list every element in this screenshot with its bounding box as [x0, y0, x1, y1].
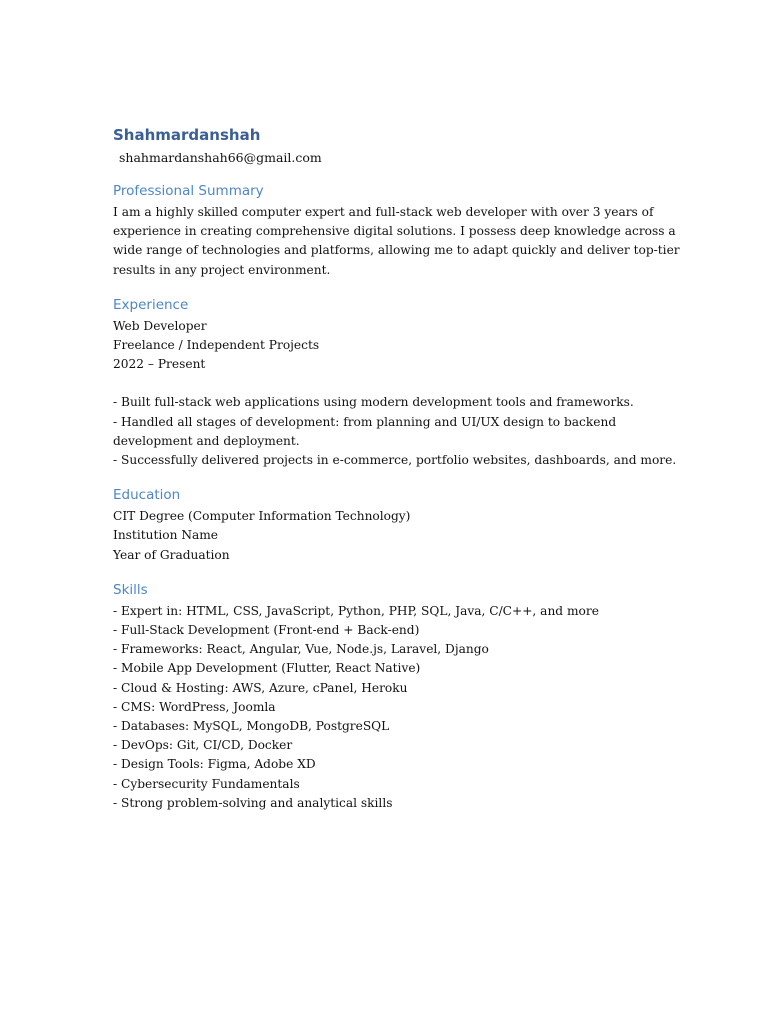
summary-paragraph: [113, 203, 680, 280]
summary-heading: Professional Summary: [113, 183, 264, 199]
summary-line: experience in creating comprehensive digital solutions. I possess deep knowledge across a: [113, 224, 676, 239]
experience-bullet: - Built full-stack web applications using modern development tools and frameworks.: [113, 395, 634, 410]
education-institution: Institution Name: [113, 528, 219, 543]
experience-heading: Experience: [113, 296, 189, 313]
experience-bullets: [113, 393, 677, 470]
skill-item: - Mobile App Development (Flutter, React Native): [113, 661, 421, 676]
skill-item: - Frameworks: React, Angular, Vue, Node.js, Laravel, Django: [113, 642, 489, 657]
email-address: shahmardanshah66@gmail.com: [119, 150, 322, 165]
skill-item: - Design Tools: Figma, Adobe XD: [113, 757, 316, 772]
summary-line: results in any project environment.: [113, 262, 331, 277]
skills-heading: Skills: [113, 581, 148, 598]
skill-item: - CMS: WordPress, Joomla: [113, 699, 276, 714]
education-degree: CIT Degree (Computer Information Technology): [113, 509, 411, 524]
summary-line: wide range of technologies and platforms, allowing me to adapt quickly and deliver top-tier: [113, 243, 680, 258]
summary-line: I am a highly skilled computer expert and full-stack web developer with over 3 years of: [113, 205, 654, 219]
experience-bullet: development and deployment.: [113, 433, 300, 448]
skills-list: [113, 602, 673, 813]
resume-page: [113, 124, 680, 813]
skill-item: - Cybersecurity Fundamentals: [113, 776, 300, 791]
candidate-name: Shahmardanshah: [113, 126, 261, 144]
education-heading: Education: [113, 487, 181, 504]
education-details: [113, 507, 673, 565]
job-period: 2022 – Present: [113, 357, 206, 372]
education-year: Year of Graduation: [113, 547, 230, 562]
skill-item: - DevOps: Git, CI/CD, Docker: [113, 738, 293, 753]
experience-bullet: - Handled all stages of development: from planning and UI/UX design to backend: [113, 414, 617, 429]
experience-bullet: - Successfully delivered projects in e-commerce, portfolio websites, dashboards, and more.: [113, 453, 677, 468]
skill-item: - Cloud & Hosting: AWS, Azure, cPanel, Heroku: [113, 680, 408, 695]
skill-item: - Strong problem-solving and analytical skills: [113, 795, 393, 810]
experience-details: [113, 317, 673, 375]
skill-item: - Databases: MySQL, MongoDB, PostgreSQL: [113, 719, 390, 734]
skill-item: - Expert in: HTML, CSS, JavaScript, Python, PHP, SQL, Java, C/C++, and more: [113, 603, 599, 618]
job-company: Freelance / Independent Projects: [113, 338, 320, 353]
skill-item: - Full-Stack Development (Front-end + Back-end): [113, 623, 420, 638]
job-role: Web Developer: [113, 318, 207, 333]
